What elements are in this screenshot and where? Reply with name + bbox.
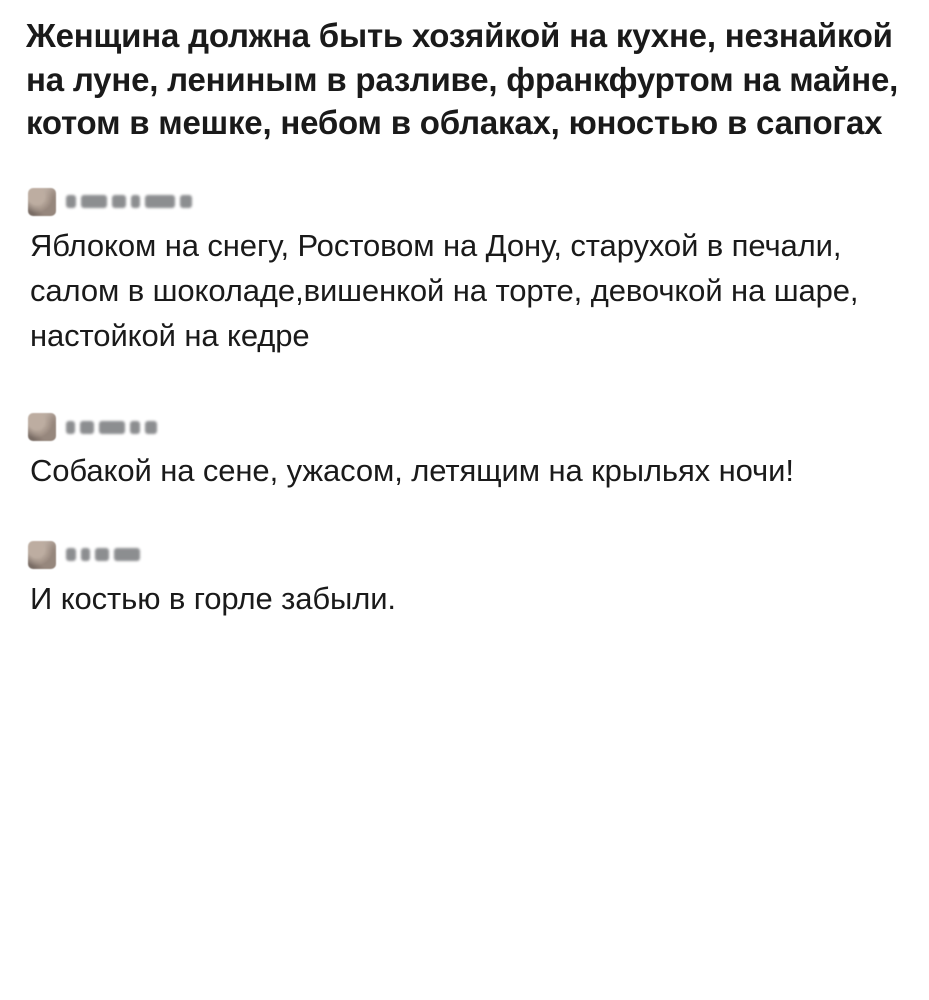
- avatar[interactable]: [28, 413, 56, 441]
- comment-item: [26, 410, 903, 493]
- post-text: Женщина должна быть хозяйкой на кухне, незнайкой на луне, лениным в разливе, франкфуртом на майне, котом в мешке, небом в облаках, юностью в сапогах: [26, 17, 899, 142]
- comment-text: Яблоком на снегу, Ростовом на Дону, старухой в печали, салом в шоколаде,вишенкой на торте, девочкой на шаре, настойкой на кедре: [30, 227, 859, 354]
- comment-author-row[interactable]: [26, 538, 903, 572]
- comment-text: И костью в горле забыли.: [30, 580, 396, 616]
- comment-item: [26, 185, 903, 359]
- author-name-blurred[interactable]: [66, 192, 192, 212]
- author-name-blurred[interactable]: [66, 417, 157, 437]
- avatar[interactable]: [28, 541, 56, 569]
- comment-item: [26, 538, 903, 621]
- author-name-blurred[interactable]: [66, 545, 140, 565]
- avatar[interactable]: [28, 188, 56, 216]
- comment-author-row[interactable]: [26, 185, 903, 219]
- comment-author-row[interactable]: [26, 410, 903, 444]
- comment-text: Собакой на сене, ужасом, летящим на крыльях ночи!: [30, 453, 794, 489]
